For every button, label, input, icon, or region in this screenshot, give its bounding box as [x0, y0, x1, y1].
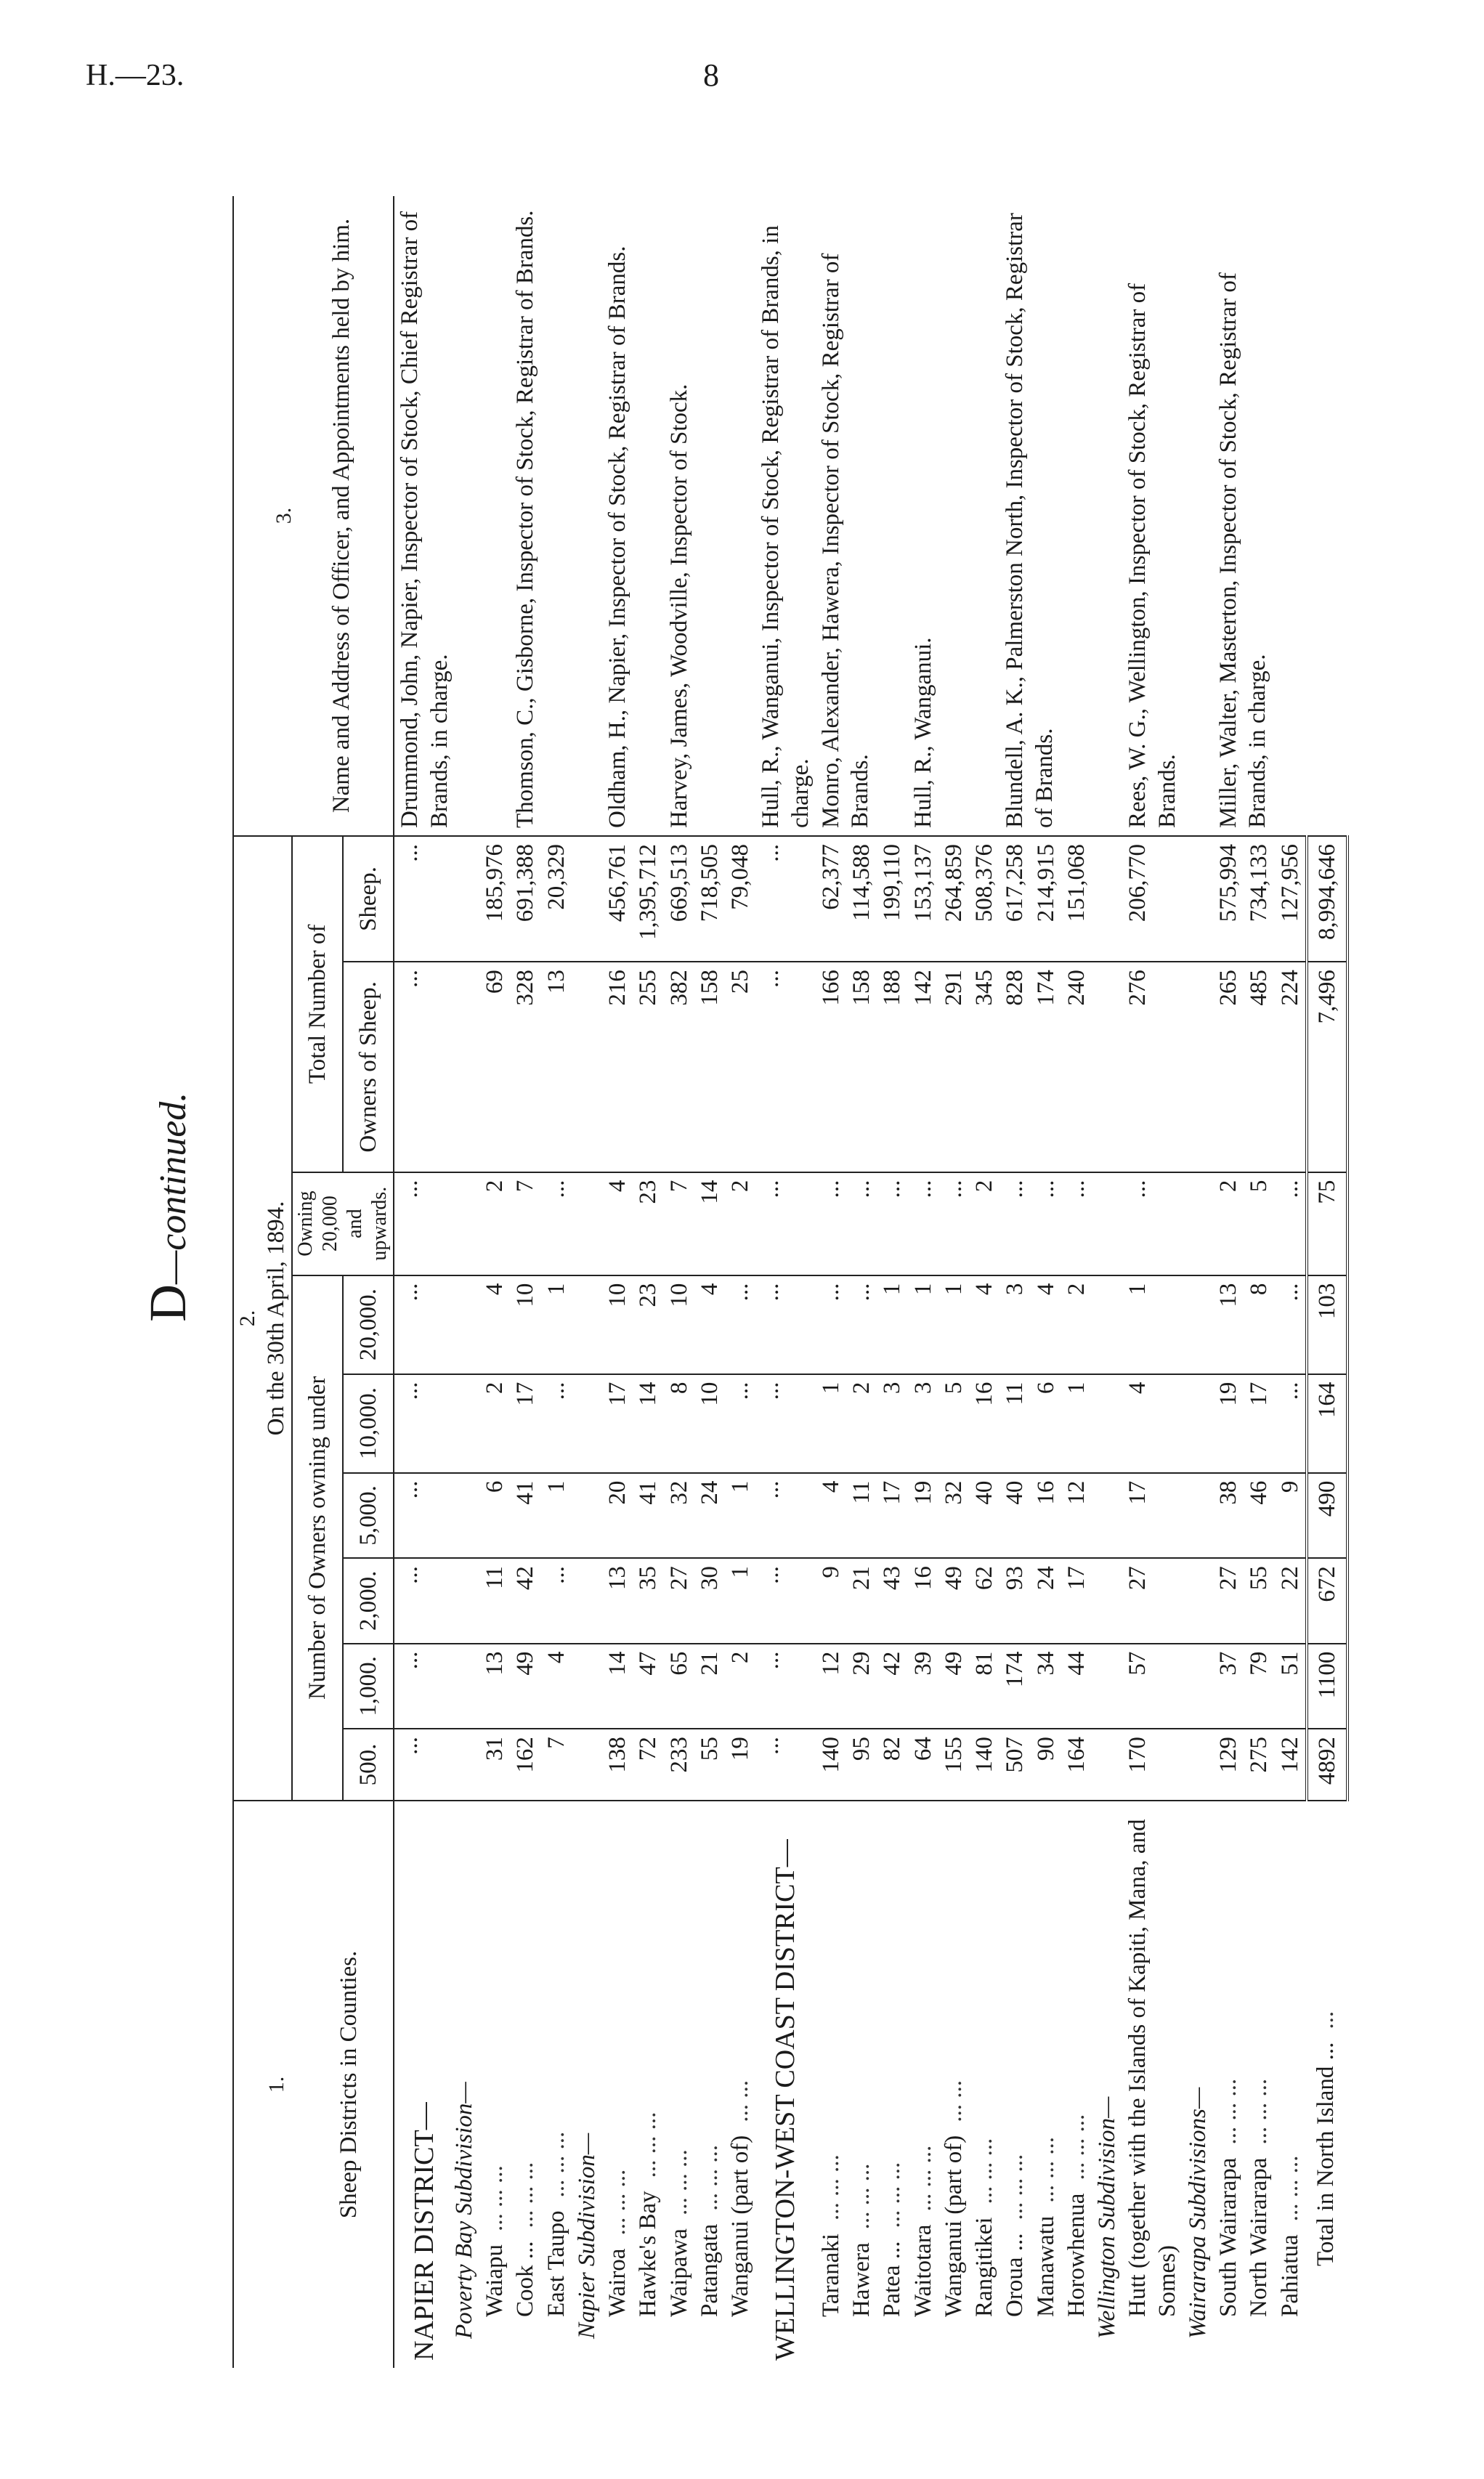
row-name: Hawke's Bay... ... ... [635, 2111, 662, 2317]
cell-10000: 4 [1122, 1374, 1183, 1473]
cell-1000: 42 [877, 1644, 907, 1729]
cell-2000: 62 [969, 1558, 1000, 1643]
cell-2000: 49 [938, 1558, 969, 1643]
cell-10000: ... [541, 1374, 572, 1473]
row-name: North Wairarapa... ... ... [1246, 2078, 1273, 2317]
cell-owners: 158 [694, 962, 725, 1172]
cell-10000: 1 [816, 1374, 846, 1473]
cell-owners: 25 [725, 962, 755, 1172]
cell-5000: 41 [510, 1473, 540, 1558]
cell-10000: 17 [602, 1374, 633, 1473]
row-name: NAPIER DISTRICT— [409, 2102, 440, 2361]
cell-owners: 265 [1213, 962, 1244, 1172]
cell-20000: ... [816, 1275, 846, 1374]
total-label: Total in North Island ...... [1312, 2011, 1339, 2266]
cell-owning-20000: ... [1000, 1172, 1030, 1275]
cell-owners: 240 [1061, 962, 1092, 1172]
row-name: Hawera... ... ... [848, 2163, 875, 2317]
cell-sheep: 79,048 [725, 836, 755, 962]
officer-cell: Drummond, John, Napier, Inspector of Stock, Chief Registrar of Brands, in charge. [394, 196, 479, 836]
cell-1000: 21 [694, 1644, 725, 1729]
row-name: Waipawa... ... ... [665, 2149, 692, 2317]
cell-owners: 166 [816, 962, 846, 1172]
cell-sheep: 456,761 [602, 836, 633, 962]
cell-owning-20000: ... [938, 1172, 969, 1275]
cell-sheep: 153,137 [908, 836, 938, 962]
cell-500: ... [394, 1729, 448, 1801]
cell-2000: 13 [602, 1558, 633, 1643]
cell-owners: 224 [1275, 962, 1307, 1172]
cell-500: 82 [877, 1729, 907, 1801]
cell-owners: 216 [602, 962, 633, 1172]
cell-10000: 16 [969, 1374, 1000, 1473]
cell-10000: ... [725, 1374, 755, 1473]
cell-10000: 17 [1244, 1374, 1274, 1473]
row-name: Cook ...... ... ... [512, 2162, 539, 2317]
total-1000: 1100 [1307, 1644, 1347, 1729]
cell-10000: 5 [938, 1374, 969, 1473]
cell-owning-20000: ... [394, 1172, 448, 1275]
cell-5000: 38 [1213, 1473, 1244, 1558]
cell-20000: 23 [633, 1275, 663, 1374]
cell-owning-20000: 2 [725, 1172, 755, 1275]
subdivision-name: Napier Subdivision— [573, 2133, 600, 2339]
cell-20000: 10 [664, 1275, 694, 1374]
cell-10000: 14 [633, 1374, 663, 1473]
cell-owning-20000: ... [846, 1172, 877, 1275]
cell-sheep: 575,994 [1213, 836, 1244, 962]
cell-20000: ... [725, 1275, 755, 1374]
subtitle-letter: D [139, 1284, 197, 1322]
band-20000-header: 20,000. [343, 1275, 394, 1374]
table-row [572, 196, 602, 2368]
cell-owners: ... [394, 962, 448, 1172]
cell-owning-20000: 7 [510, 1172, 540, 1275]
cell-5000: 32 [664, 1473, 694, 1558]
officer-cell: Hull, R., Wanganui, Inspector of Stock, Registrar of Brands, in charge. [755, 196, 816, 836]
cell-20000: 13 [1213, 1275, 1244, 1374]
cell-20000: ... [755, 1275, 816, 1374]
cell-1000: 65 [664, 1644, 694, 1729]
total-5000: 490 [1307, 1473, 1347, 1558]
row-name: East Taupo... ... ... [543, 2131, 569, 2317]
officer-cell: Rees, W. G., Wellington, Inspector of Stock, Registrar of Brands. [1122, 196, 1183, 836]
cell-2000: 35 [633, 1558, 663, 1643]
band-2000-header: 2,000. [343, 1558, 394, 1643]
cell-owners: 188 [877, 962, 907, 1172]
cell-owning-20000: 23 [633, 1172, 663, 1275]
cell-1000: 4 [541, 1644, 572, 1729]
cell-owners: 13 [541, 962, 572, 1172]
cell-20000: 4 [1031, 1275, 1061, 1374]
cell-20000: 2 [1061, 1275, 1092, 1374]
cell-2000: 55 [1244, 1558, 1274, 1643]
cell-owning-20000: 5 [1244, 1172, 1274, 1275]
cell-2000: 27 [664, 1558, 694, 1643]
cell-owners: 255 [633, 962, 663, 1172]
cell-owning-20000: ... [755, 1172, 816, 1275]
total-500: 4892 [1307, 1729, 1347, 1801]
cell-500: 64 [908, 1729, 938, 1801]
cell-500: 140 [816, 1729, 846, 1801]
cell-500: 140 [969, 1729, 1000, 1801]
cell-1000: 81 [969, 1644, 1000, 1729]
cell-1000: 44 [1061, 1644, 1092, 1729]
cell-20000: 10 [602, 1275, 633, 1374]
row-name: Wairoa... ... ... [604, 2169, 631, 2317]
cell-500: 90 [1031, 1729, 1061, 1801]
row-name: Rangitikei... ... ... [971, 2138, 998, 2317]
cell-1000: 29 [846, 1644, 877, 1729]
cell-owning-20000: ... [1031, 1172, 1061, 1275]
officer-cell: Thomson, C., Gisborne, Inspector of Stock, Registrar of Brands. [479, 196, 572, 836]
cell-owning-20000: 7 [664, 1172, 694, 1275]
cell-10000: 11 [1000, 1374, 1030, 1473]
officer-cell: Monro, Alexander, Hawera, Inspector of Stock, Registrar of Brands. [816, 196, 908, 836]
cell-10000: 3 [877, 1374, 907, 1473]
cell-10000: 3 [908, 1374, 938, 1473]
cell-sheep: 691,388 [510, 836, 540, 962]
cell-owning-20000: 2 [479, 1172, 510, 1275]
cell-2000: 11 [479, 1558, 510, 1643]
cell-5000: 40 [969, 1473, 1000, 1558]
cell-5000: 19 [908, 1473, 938, 1558]
cell-owning-20000: ... [541, 1172, 572, 1275]
cell-2000: 43 [877, 1558, 907, 1643]
cell-1000: ... [755, 1644, 816, 1729]
cell-owners: 291 [938, 962, 969, 1172]
cell-owners: 69 [479, 962, 510, 1172]
cell-sheep: 508,376 [969, 836, 1000, 962]
cell-2000: 93 [1000, 1558, 1030, 1643]
cell-5000: 41 [633, 1473, 663, 1558]
col3-title: Name and Address of Officer, and Appointments held by him. [328, 218, 354, 814]
cell-2000: ... [541, 1558, 572, 1643]
row-name: Wanganui (part of)... ... [940, 2080, 967, 2317]
cell-owners: 345 [969, 962, 1000, 1172]
cell-sheep: 62,377 [816, 836, 846, 962]
row-name: Manawatu... ... ... [1032, 2136, 1059, 2317]
cell-1000: 51 [1275, 1644, 1307, 1729]
cell-owning-20000: 4 [602, 1172, 633, 1275]
table-row [479, 196, 510, 2368]
total-row [1307, 196, 1347, 2368]
row-name: Waitotara... ... ... [909, 2145, 936, 2317]
sheep-owners-table [232, 196, 1349, 2368]
officer-cell: Blundell, A. K., Palmerston North, Inspector of Stock, Registrar of Brands. [1000, 196, 1122, 836]
cell-500: 7 [541, 1729, 572, 1801]
cell-500: 55 [694, 1729, 725, 1801]
cell-sheep: 20,329 [541, 836, 572, 962]
cell-20000: 4 [694, 1275, 725, 1374]
cell-500: 164 [1061, 1729, 1092, 1801]
col3-header [233, 196, 394, 836]
cell-2000: 27 [1122, 1558, 1183, 1643]
row-name: Pahiatua... ... ... [1276, 2155, 1303, 2317]
cell-10000: 10 [694, 1374, 725, 1473]
cell-sheep: 185,976 [479, 836, 510, 962]
cell-2000: 30 [694, 1558, 725, 1643]
cell-2000: 9 [816, 1558, 846, 1643]
rotated-table-region [138, 160, 1387, 2397]
cell-5000: 24 [694, 1473, 725, 1558]
cell-sheep: 617,258 [1000, 836, 1030, 962]
col3-number: 3. [272, 507, 296, 524]
cell-20000: ... [846, 1275, 877, 1374]
table-subtitle [138, 1092, 198, 1322]
cell-10000: ... [1275, 1374, 1307, 1473]
cell-owners: ... [755, 962, 816, 1172]
page-header-code: H.—23. [86, 59, 185, 92]
cell-2000: 17 [1061, 1558, 1092, 1643]
cell-2000: 27 [1213, 1558, 1244, 1643]
cell-1000: 12 [816, 1644, 846, 1729]
row-name: WELLINGTON-WEST COAST DISTRICT— [770, 1839, 801, 2361]
cell-1000: 47 [633, 1644, 663, 1729]
cell-5000: 1 [725, 1473, 755, 1558]
cell-500: 72 [633, 1729, 663, 1801]
cell-500: 507 [1000, 1729, 1030, 1801]
total-sheep: 8,994,646 [1307, 836, 1347, 962]
cell-5000: 17 [1122, 1473, 1183, 1558]
cell-1000: 14 [602, 1644, 633, 1729]
cell-owners: 158 [846, 962, 877, 1172]
cell-owning-20000: 2 [969, 1172, 1000, 1275]
cell-2000: ... [394, 1558, 448, 1643]
cell-sheep: 199,110 [877, 836, 907, 962]
cell-5000: 32 [938, 1473, 969, 1558]
cell-20000: 1 [541, 1275, 572, 1374]
total-2000: 672 [1307, 1558, 1347, 1643]
cell-5000: 12 [1061, 1473, 1092, 1558]
cell-20000: 4 [969, 1275, 1000, 1374]
cell-sheep: ... [755, 836, 816, 962]
cell-owning-20000: 14 [694, 1172, 725, 1275]
row-name: Hutt (together with the Islands of Kapiti, Mana, and Somes) [1124, 1819, 1180, 2317]
cell-sheep: 1,395,712 [633, 836, 663, 962]
cell-sheep: ... [394, 836, 448, 962]
table-row [816, 196, 846, 2368]
cell-owners: 276 [1122, 962, 1183, 1172]
cell-20000: 3 [1000, 1275, 1030, 1374]
row-name: Horowhenua... ... ... [1063, 2114, 1090, 2317]
cell-2000: 24 [1031, 1558, 1061, 1643]
cell-1000: ... [394, 1644, 448, 1729]
cell-owning-20000: ... [816, 1172, 846, 1275]
owning-20000-header: Owning 20,000 and upwards. [292, 1172, 394, 1275]
cell-500: 162 [510, 1729, 540, 1801]
officer-cell: Hull, R., Wanganui. [908, 196, 1000, 836]
cell-10000: 1 [1061, 1374, 1092, 1473]
cell-owners: 382 [664, 962, 694, 1172]
cell-owners: 174 [1031, 962, 1061, 1172]
cell-owners: 485 [1244, 962, 1274, 1172]
cell-1000: 37 [1213, 1644, 1244, 1729]
cell-5000: 6 [479, 1473, 510, 1558]
col1-number: 1. [264, 2076, 289, 2093]
cell-20000: 4 [479, 1275, 510, 1374]
table-row [664, 196, 694, 2368]
cell-5000: ... [755, 1473, 816, 1558]
cell-owning-20000: ... [1061, 1172, 1092, 1275]
owners-under-header: Number of Owners owning under [292, 1275, 343, 1801]
cell-5000: 40 [1000, 1473, 1030, 1558]
cell-5000: 11 [846, 1473, 877, 1558]
cell-10000: 6 [1031, 1374, 1061, 1473]
cell-sheep: 718,505 [694, 836, 725, 962]
cell-5000: 1 [541, 1473, 572, 1558]
cell-10000: 2 [479, 1374, 510, 1473]
cell-20000: ... [394, 1275, 448, 1374]
cell-sheep: 151,068 [1061, 836, 1092, 962]
cell-500: 142 [1275, 1729, 1307, 1801]
cell-2000: 1 [725, 1558, 755, 1643]
cell-20000: 10 [510, 1275, 540, 1374]
band-5000-header: 5,000. [343, 1473, 394, 1558]
cell-owning-20000: ... [877, 1172, 907, 1275]
cell-5000: 20 [602, 1473, 633, 1558]
row-name: Patea ...... ... ... [879, 2162, 906, 2317]
cell-500: 129 [1213, 1729, 1244, 1801]
row-name: Oroua ...... ... ... [1002, 2154, 1029, 2317]
cell-1000: 13 [479, 1644, 510, 1729]
table-row [1122, 196, 1183, 2368]
cell-sheep: 669,513 [664, 836, 694, 962]
page-number: 8 [703, 57, 719, 93]
cell-5000: 4 [816, 1473, 846, 1558]
cell-10000: 17 [510, 1374, 540, 1473]
cell-1000: 39 [908, 1644, 938, 1729]
cell-2000: ... [755, 1558, 816, 1643]
cell-1000: 79 [1244, 1644, 1274, 1729]
cell-owners: 328 [510, 962, 540, 1172]
cell-5000: ... [394, 1473, 448, 1558]
cell-owning-20000: ... [908, 1172, 938, 1275]
cell-2000: 16 [908, 1558, 938, 1643]
cell-20000: 1 [908, 1275, 938, 1374]
cell-5000: 46 [1244, 1473, 1274, 1558]
cell-sheep: 734,133 [1244, 836, 1274, 962]
subtitle-suffix: —continued. [153, 1092, 194, 1284]
owners-of-sheep-header: Owners of Sheep. [343, 962, 394, 1172]
cell-10000: 8 [664, 1374, 694, 1473]
sheep-header: Sheep. [343, 836, 394, 962]
band-10000-header: 10,000. [343, 1374, 394, 1473]
cell-500: ... [755, 1729, 816, 1801]
subdivision-name: Wellington Subdivision— [1094, 2096, 1121, 2339]
cell-1000: 49 [510, 1644, 540, 1729]
row-name: Patangata... ... ... [696, 2144, 723, 2317]
cell-owning-20000: 2 [1213, 1172, 1244, 1275]
cell-5000: 17 [877, 1473, 907, 1558]
officer-cell: Oldham, H., Napier, Inspector of Stock, Registrar of Brands. [602, 196, 664, 836]
band-500-header: 500. [343, 1729, 394, 1801]
cell-owners: 828 [1000, 962, 1030, 1172]
col2-title: On the 30th April, 1894. [262, 1201, 289, 1436]
cell-500: 19 [725, 1729, 755, 1801]
row-name: Wanganui (part of)... ... [727, 2080, 754, 2317]
cell-20000: 1 [1122, 1275, 1183, 1374]
subdivision-name: Poverty Bay Subdivision— [450, 2082, 477, 2339]
cell-1000: 34 [1031, 1644, 1061, 1729]
cell-500: 233 [664, 1729, 694, 1801]
cell-500: 31 [479, 1729, 510, 1801]
band-1000-header: 1,000. [343, 1644, 394, 1729]
cell-10000: ... [394, 1374, 448, 1473]
cell-sheep: 206,770 [1122, 836, 1183, 962]
table-row [1183, 196, 1213, 2368]
officer-cell: Harvey, James, Woodville, Inspector of Stock. [664, 196, 756, 836]
subdivision-name: Wairarapa Subdivisions— [1184, 2087, 1211, 2339]
cell-1000: 57 [1122, 1644, 1183, 1729]
cell-10000: 19 [1213, 1374, 1244, 1473]
row-name: Waiapu... ... ... [482, 2165, 508, 2317]
table-row [908, 196, 938, 2368]
cell-10000: 2 [846, 1374, 877, 1473]
cell-owners: 142 [908, 962, 938, 1172]
cell-1000: 2 [725, 1644, 755, 1729]
cell-2000: 21 [846, 1558, 877, 1643]
col1-title: Sheep Districts in Counties. [335, 1950, 362, 2219]
cell-2000: 22 [1275, 1558, 1307, 1643]
total-number-header: Total Number of [292, 836, 343, 1172]
cell-sheep: 114,588 [846, 836, 877, 962]
cell-20000: 8 [1244, 1275, 1274, 1374]
total-10000: 164 [1307, 1374, 1347, 1473]
cell-sheep: 214,915 [1031, 836, 1061, 962]
cell-sheep: 127,956 [1275, 836, 1307, 962]
cell-500: 138 [602, 1729, 633, 1801]
cell-owning-20000: ... [1275, 1172, 1307, 1275]
cell-500: 155 [938, 1729, 969, 1801]
cell-1000: 49 [938, 1644, 969, 1729]
cell-5000: 16 [1031, 1473, 1061, 1558]
cell-2000: 42 [510, 1558, 540, 1643]
cell-10000: ... [755, 1374, 816, 1473]
cell-1000: 174 [1000, 1644, 1030, 1729]
table-row [602, 196, 633, 2368]
table-row [755, 196, 816, 2368]
total-owning-20000: 75 [1307, 1172, 1347, 1275]
col2-header [233, 836, 292, 1801]
cell-20000: 1 [877, 1275, 907, 1374]
cell-20000: 1 [938, 1275, 969, 1374]
table-row [394, 196, 448, 2368]
cell-20000: ... [1275, 1275, 1307, 1374]
cell-5000: 9 [1275, 1473, 1307, 1558]
cell-500: 170 [1122, 1729, 1183, 1801]
col2-number: 2. [235, 1310, 259, 1327]
officer-cell: Miller, Walter, Masterton, Inspector of Stock, Registrar of Brands, in charge. [1213, 196, 1307, 836]
total-owners: 7,496 [1307, 962, 1347, 1172]
cell-owning-20000: ... [1122, 1172, 1183, 1275]
table-row [1000, 196, 1030, 2368]
row-name: South Wairarapa... ... ... [1215, 2078, 1242, 2317]
row-name: Taranaki... ... ... [817, 2154, 844, 2317]
cell-500: 95 [846, 1729, 877, 1801]
total-20000: 103 [1307, 1275, 1347, 1374]
col1-header [233, 1801, 394, 2368]
cell-sheep: 264,859 [938, 836, 969, 962]
table-row [1213, 196, 1244, 2368]
cell-500: 275 [1244, 1729, 1274, 1801]
